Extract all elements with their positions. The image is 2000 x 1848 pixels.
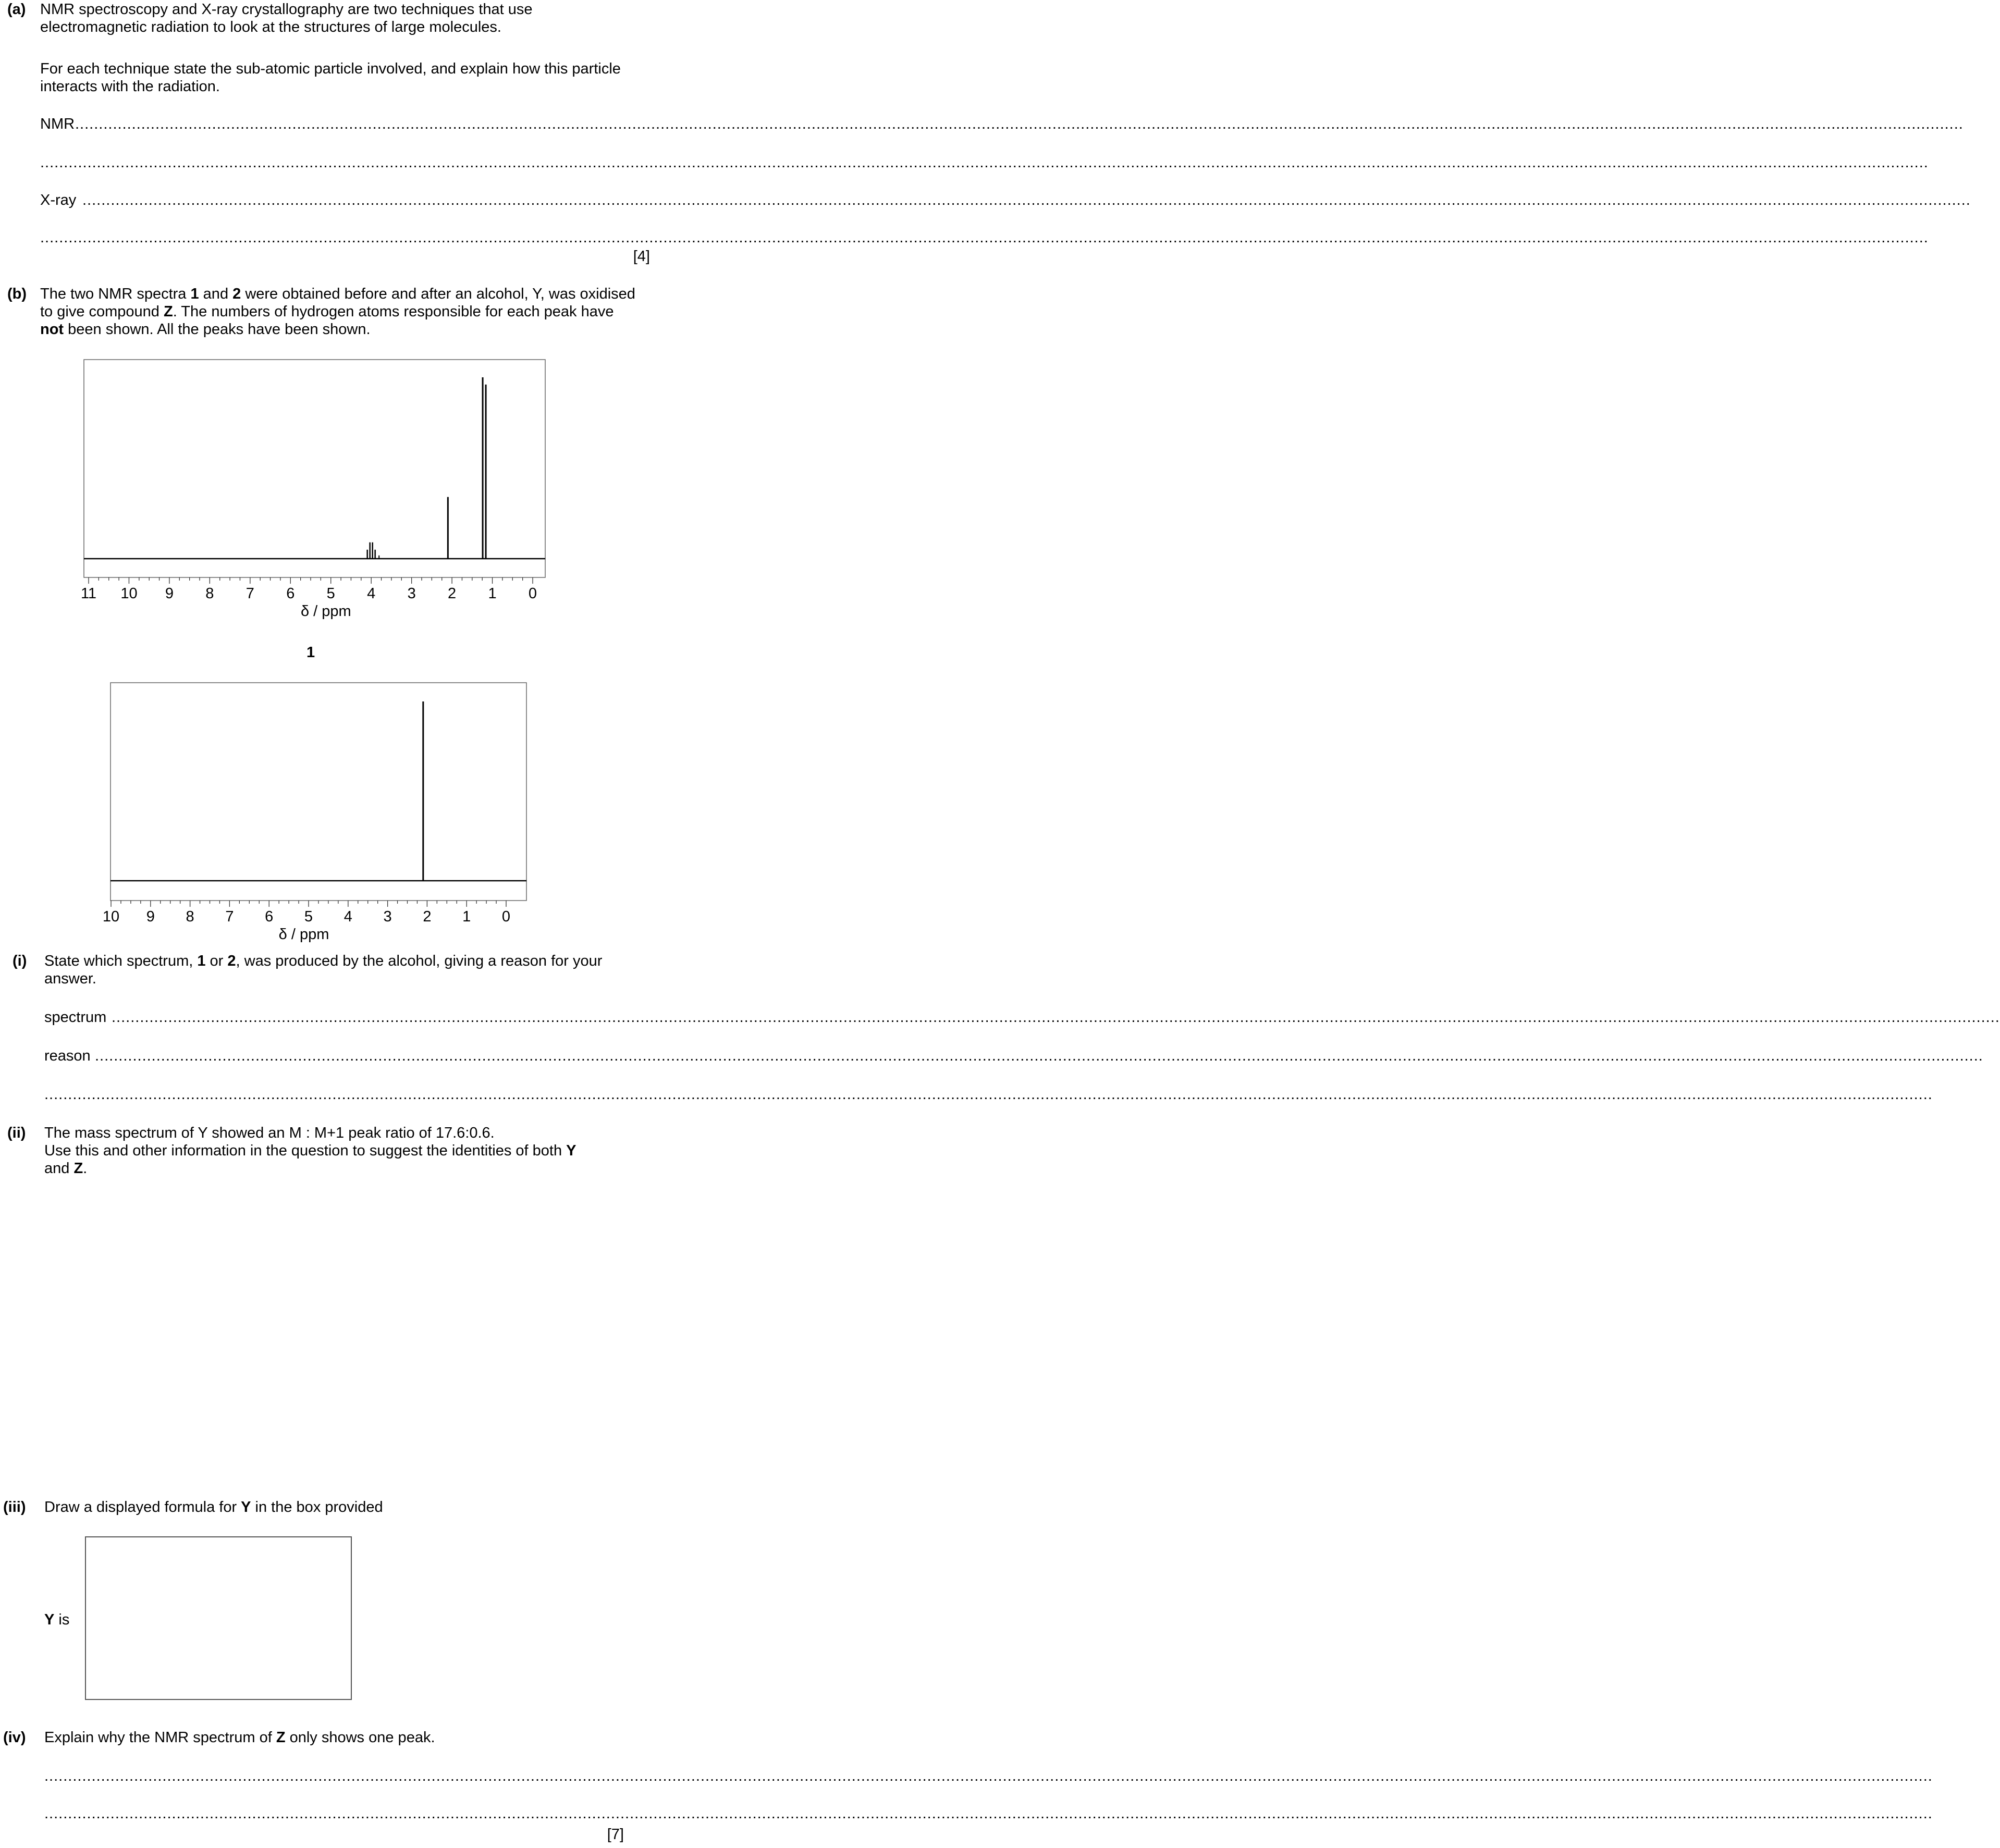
x-tick-label: 6	[286, 585, 295, 602]
x-tick-label: 9	[165, 585, 174, 602]
x-tick-label: 11	[80, 585, 97, 602]
part-a-marks: [4]	[633, 248, 650, 265]
x-tick-label: 8	[186, 908, 194, 925]
x-tick-label: 0	[501, 908, 511, 925]
part-ii-line1: The mass spectrum of Y showed an M : M+1 peak ratio of 17.6:0.6.	[44, 1125, 495, 1141]
xray-answer-line[interactable]: ................................................................................................................................................................................................................................................................................................................................................................................................................	[82, 192, 1971, 208]
part-iii-label: (iii)	[3, 1499, 26, 1516]
part-iii-line1: Draw a displayed formula for Y in the box provided	[44, 1499, 383, 1516]
x-tick-label: 4	[367, 585, 376, 602]
spectrum-answer-label: spectrum	[44, 1009, 107, 1026]
part-b-line3: not been shown. All the peaks have been shown.	[40, 321, 371, 338]
part-iv-line1: Explain why the NMR spectrum of Z only shows one peak.	[44, 1729, 435, 1746]
spectrum-1-caption: 1	[306, 644, 315, 661]
part-iv-label: (iv)	[3, 1729, 26, 1746]
peak-doublet	[483, 377, 486, 559]
reason-answer-label: reason	[44, 1048, 91, 1064]
part-b-line1: The two NMR spectra 1 and 2 were obtained before and after an alcohol, Y, was oxidised	[40, 286, 635, 302]
part-a-label: (a)	[7, 1, 26, 18]
x-tick-label: 7	[225, 908, 234, 925]
part-ii-line2: Use this and other information in the question to suggest the identities of both Y	[44, 1142, 576, 1159]
nmr-answer-line[interactable]: ................................................................................................................................................................................................................................................................................................................................................................................................................	[75, 116, 1964, 132]
part-ii-answer-space[interactable]	[44, 1188, 623, 1480]
x-tick-label: 2	[423, 908, 432, 925]
x-axis-label: δ / ppm	[300, 603, 351, 620]
spectrum-answer-line[interactable]: ................................................................................................................................................................................................................................................................................................................................................................................................................	[112, 1009, 2000, 1026]
part-b-label: (b)	[7, 286, 27, 302]
plot-frame	[84, 360, 545, 577]
x-axis-label: δ / ppm	[278, 926, 329, 943]
xray-answer-label: X-ray	[40, 192, 77, 208]
x-tick-label: 6	[265, 908, 274, 925]
part-a-task-line1: For each technique state the sub-atomic particle involved, and explain how this particle	[40, 60, 621, 77]
part-b-line2: to give compound Z. The numbers of hydrogen atoms responsible for each peak have	[40, 303, 614, 320]
x-tick-label: 5	[326, 585, 335, 602]
x-tick-label: 3	[383, 908, 392, 925]
x-tick-label: 1	[462, 908, 471, 925]
part-i-line1: State which spectrum, 1 or 2, was produced by the alcohol, giving a reason for your	[44, 953, 603, 969]
x-tick-label: 3	[407, 585, 416, 602]
x-tick-label: 4	[343, 908, 352, 925]
x-tick-label: 7	[246, 585, 254, 602]
displayed-formula-box[interactable]	[85, 1536, 352, 1700]
x-tick-label: 10	[102, 908, 120, 925]
part-ii-label: (ii)	[7, 1125, 26, 1141]
x-tick-label: 10	[120, 585, 138, 602]
peak-quartet	[367, 543, 379, 559]
reason-answer-line-2[interactable]: ................................................................................................................................................................................................................................................................................................................................................................................................................	[44, 1086, 1933, 1103]
part-i-label: (i)	[13, 953, 27, 969]
nmr-answer-label: NMR	[40, 116, 75, 132]
x-tick-label: 1	[488, 585, 497, 602]
part-a-task-line2: interacts with the radiation.	[40, 78, 220, 95]
part-i-line2: answer.	[44, 970, 96, 987]
x-tick-label: 9	[146, 908, 155, 925]
part-iv-answer-line-2[interactable]: ................................................................................................................................................................................................................................................................................................................................................................................................................	[44, 1805, 1933, 1822]
xray-answer-line-2[interactable]: ................................................................................................................................................................................................................................................................................................................................................................................................................	[40, 229, 1929, 246]
y-is-label: Y is	[44, 1611, 70, 1628]
x-tick-label: 2	[448, 585, 457, 602]
part-iv-marks: [7]	[607, 1826, 624, 1843]
part-ii-line3: and Z.	[44, 1160, 88, 1177]
part-a-intro-line2: electromagnetic radiation to look at the structures of large molecules.	[40, 19, 501, 35]
x-tick-label: 5	[304, 908, 313, 925]
reason-answer-line[interactable]: ................................................................................................................................................................................................................................................................................................................................................................................................................	[95, 1048, 1983, 1064]
x-tick-label: 8	[205, 585, 214, 602]
x-tick-label: 0	[528, 585, 537, 602]
part-iv-answer-line[interactable]: ................................................................................................................................................................................................................................................................................................................................................................................................................	[44, 1768, 1933, 1784]
nmr-answer-line-2[interactable]: ................................................................................................................................................................................................................................................................................................................................................................................................................	[40, 154, 1929, 171]
plot-frame	[111, 683, 526, 901]
part-a-intro-line1: NMR spectroscopy and X-ray crystallography are two techniques that use	[40, 1, 533, 18]
